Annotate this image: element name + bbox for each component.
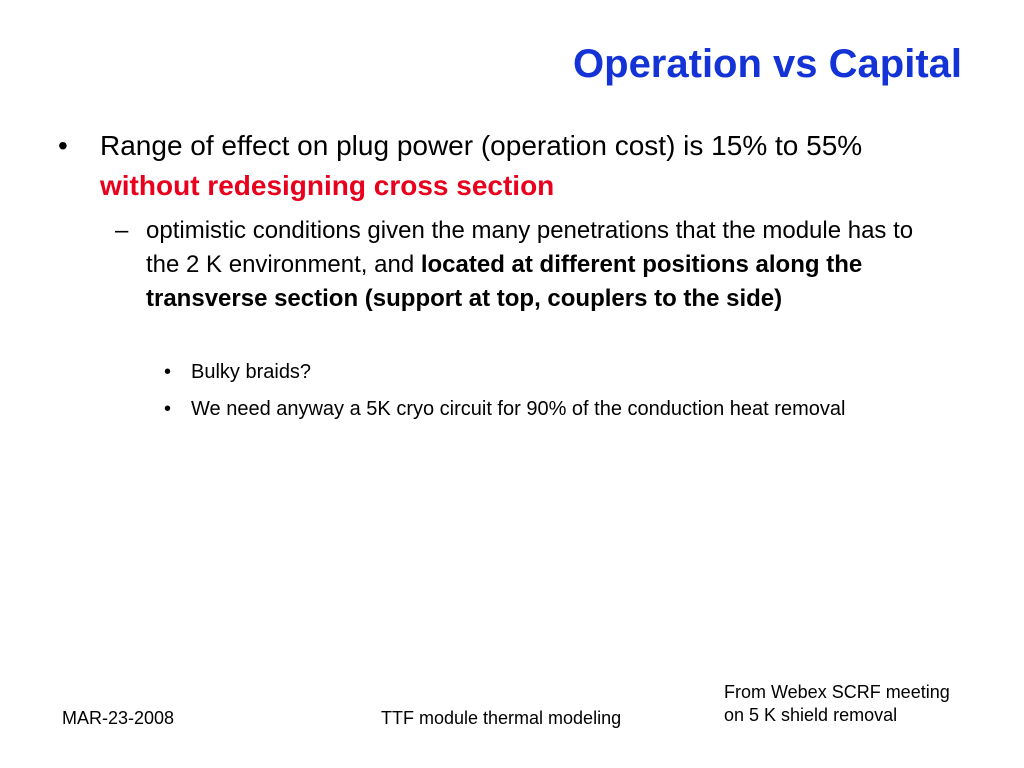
footer-note-line2: on 5 K shield removal <box>724 705 898 725</box>
bullet-level3-item <box>164 357 954 387</box>
sub-bullet-plain-text: optimistic conditions given the many penetrations that the module has to the 2 K environment, and <box>146 217 914 278</box>
bullet-marker: • <box>164 398 172 420</box>
bullet-emphasis-text: without redesigning cross section <box>100 170 555 201</box>
footer-note-line1: From Webex SCRF meeting <box>724 682 950 702</box>
bullet-level3-item <box>164 394 954 424</box>
bullet-level2 <box>115 214 915 316</box>
slide-title: Operation vs Capital <box>573 42 962 86</box>
footer-title: TTF module thermal modeling <box>381 708 622 728</box>
footer-note <box>724 681 994 727</box>
dash-marker: – <box>115 217 129 244</box>
sub-bullet-text <box>146 214 915 316</box>
bullet-marker: • <box>164 361 172 383</box>
bullet-level3-text: Bulky braids? <box>191 361 312 383</box>
bullet-level3-text: We need anyway a 5K cryo circuit for 90% of the conduction heat removal <box>191 398 846 420</box>
footer-date: MAR-23-2008 <box>62 708 175 728</box>
bullet-text <box>100 126 968 206</box>
bullet-plain-text: Range of effect on plug power (operation cost) is 15% to 55% <box>100 130 863 161</box>
bullet-level1 <box>58 126 968 206</box>
bullet-marker: • <box>58 130 68 161</box>
sub-bullet-emphasis-text: located at different positions along the transverse section (support at top, couplers to the side) <box>146 251 863 312</box>
